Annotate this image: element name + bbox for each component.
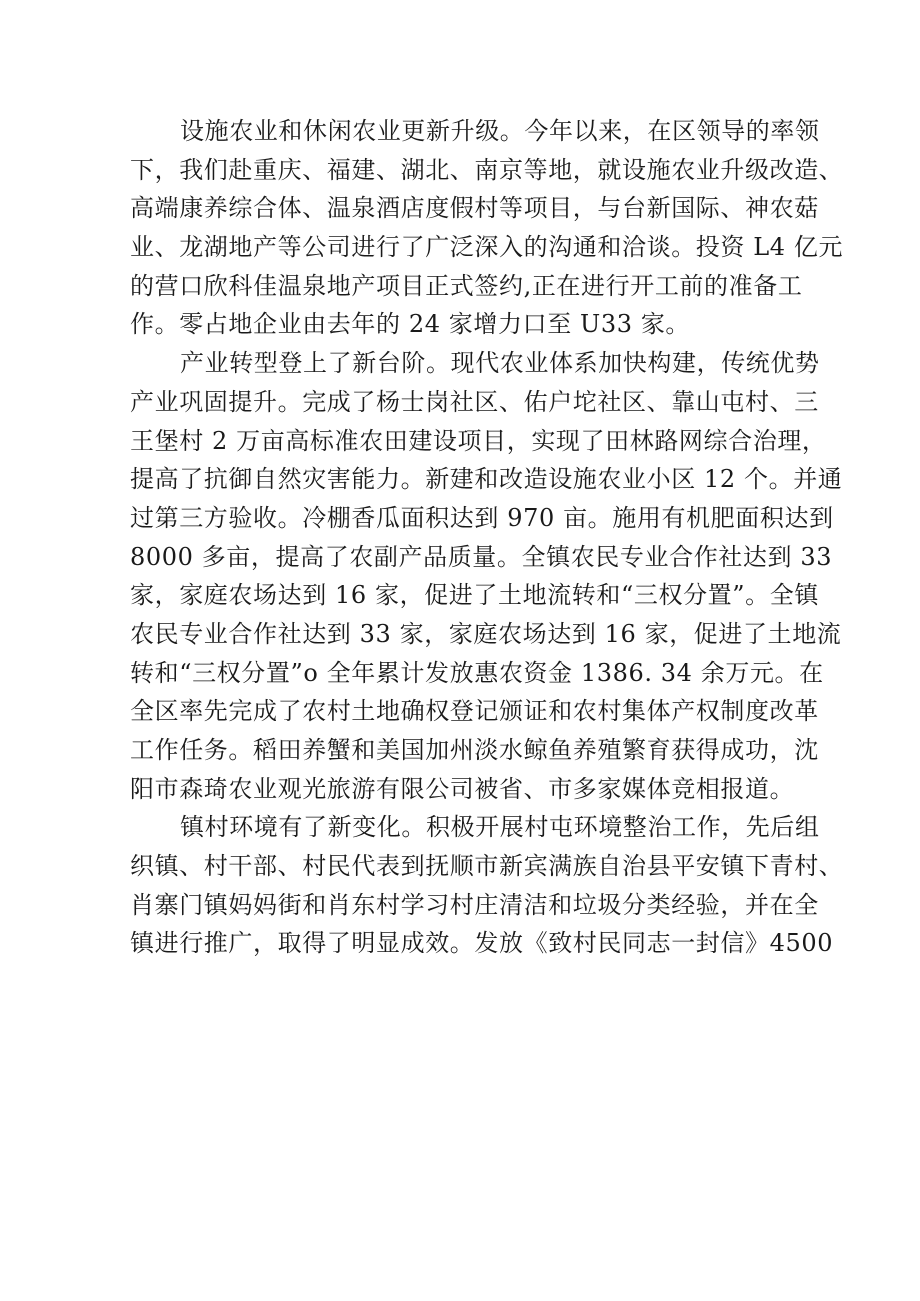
paragraph-facility-agriculture [130, 112, 844, 344]
text-line: 提高了抗御自然灾害能力。新建和改造设施农业小区 12 个。并通 [130, 465, 843, 494]
text-line: 织镇、村干部、村民代表到抚顺市新宾满族自治县平安镇下青村、 [130, 852, 844, 881]
document-body [130, 112, 844, 963]
text-line: 阳市森琦农业观光旅游有限公司被省、市多家媒体竞相报道。 [130, 774, 795, 803]
paragraph-industry-transformation [130, 344, 843, 808]
text-line: 转和“三权分置”o 全年累计发放惠农资金 1386. 34 余万元。在 [130, 658, 824, 687]
text-line: 肖寨门镇妈妈街和肖东村学习村庄清洁和垃圾分类经验，并在全 [130, 890, 819, 919]
text-line: 农民专业合作社达到 33 家，家庭农场达到 16 家，促进了土地流 [130, 619, 842, 648]
text-line: 8000 多亩，提高了农副产品质量。全镇农民专业合作社达到 33 [130, 542, 833, 571]
text-line: 的营口欣科佳温泉地产项目正式签约,正在进行开工前的准备工 [130, 271, 803, 300]
paragraph-village-environment [130, 808, 844, 963]
text-line: 产业转型登上了新台阶。现代农业体系加快构建，传统优势 [180, 349, 820, 378]
text-line: 产业巩固提升。完成了杨士岗社区、佑户坨社区、靠山屯村、三 [130, 387, 819, 416]
text-line: 工作任务。稻田养蟹和美国加州淡水鲸鱼养殖繁育获得成功，沈 [130, 736, 819, 764]
text-line: 全区率先完成了农村土地确权登记颁证和农村集体产权制度改革 [130, 697, 819, 726]
text-line: 镇进行推广，取得了明显成效。发放《致村民同志一封信》4500 [130, 929, 834, 958]
text-line: 业、龙湖地产等公司进行了广泛深入的沟通和洽谈。投资 L4 亿元 [130, 233, 844, 262]
text-line: 家，家庭农场达到 16 家，促进了土地流转和“三权分置”。全镇 [130, 581, 819, 610]
text-line: 镇村环境有了新变化。积极开展村屯环境整治工作，先后组 [180, 813, 820, 842]
text-line: 过第三方验收。冷棚香瓜面积达到 970 亩。施用有机肥面积达到 [130, 503, 834, 532]
text-line: 下，我们赴重庆、福建、湖北、南京等地，就设施农业升级改造、 [130, 155, 844, 184]
text-line: 作。零占地企业由去年的 24 家增力口至 U33 家。 [130, 310, 691, 339]
text-line: 高端康养综合体、温泉酒店度假村等项目，与台新国际、神农菇 [130, 194, 819, 223]
text-line: 设施农业和休闲农业更新升级。今年以来，在区领导的率领 [180, 117, 820, 145]
text-line: 王堡村 2 万亩高标准农田建设项目，实现了田林路网综合治理， [130, 426, 827, 455]
